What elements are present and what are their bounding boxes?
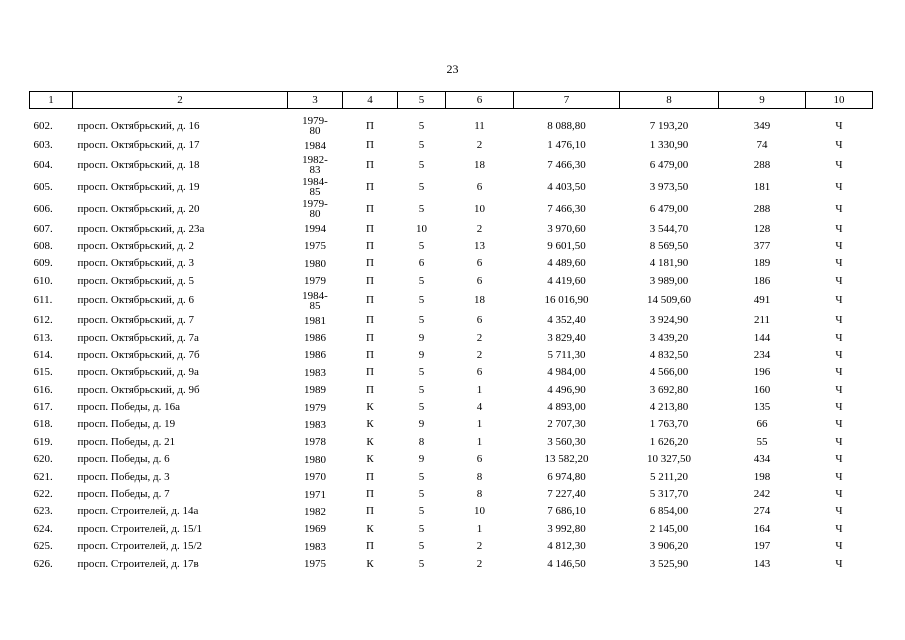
build-year-cell: 1983: [304, 366, 326, 379]
column-header-10: 10: [806, 92, 873, 109]
col-10-cell: Ч: [835, 557, 843, 570]
floors-cell: 5: [418, 314, 425, 327]
total-area-cell: 8 088,80: [547, 119, 586, 132]
living-area-cell: 4 213,80: [649, 401, 689, 414]
col-10-cell: Ч: [835, 470, 843, 483]
col-10-cell: Ч: [835, 418, 843, 431]
total-area-cell: 3 970,60: [547, 222, 586, 235]
build-year-cell: 1980: [304, 453, 326, 466]
col-10-cell: Ч: [835, 366, 843, 379]
table-row: [30, 555, 873, 572]
table-row: [30, 364, 873, 381]
col-9-cell: 135: [753, 401, 771, 414]
table-row: [30, 137, 873, 154]
total-area-cell: 4 403,50: [547, 180, 586, 193]
table-row: [30, 329, 873, 346]
col-9-cell: 74: [756, 139, 768, 152]
col-9-cell: 144: [753, 331, 771, 344]
living-area-cell: 3 989,00: [649, 274, 689, 287]
row-number-cell: 626.: [33, 557, 53, 570]
col-9-cell: 196: [753, 366, 771, 379]
table-row: [30, 312, 873, 329]
wall-material-cell: П: [366, 202, 374, 215]
address-cell: просп. Октябрьский, д. 7а: [77, 331, 199, 344]
col-9-cell: 349: [753, 119, 771, 132]
col-10-cell: Ч: [835, 257, 843, 270]
living-area-cell: 1 626,20: [649, 435, 689, 448]
table-row: [30, 486, 873, 503]
floors-cell: 5: [418, 505, 425, 518]
col-10-cell: Ч: [835, 139, 843, 152]
table-row: [30, 238, 873, 255]
col-10-cell: Ч: [835, 314, 843, 327]
total-area-cell: 7 466,30: [547, 202, 586, 215]
col-9-cell: 198: [753, 470, 771, 483]
living-area-cell: 2 145,00: [649, 522, 689, 535]
row-number-cell: 618.: [33, 418, 53, 431]
address-cell: просп. Победы, д. 21: [77, 435, 176, 448]
row-number-cell: 610.: [33, 274, 53, 287]
col-10-cell: Ч: [835, 383, 843, 396]
address-cell: просп. Октябрьский, д. 23а: [77, 222, 205, 235]
address-cell: просп. Октябрьский, д. 17: [77, 139, 200, 152]
col-9-cell: 234: [753, 348, 771, 361]
floors-cell: 5: [418, 522, 425, 535]
wall-material-cell: П: [366, 488, 374, 501]
total-area-cell: 4 893,00: [547, 401, 586, 414]
total-area-cell: 4 496,90: [547, 383, 586, 396]
row-number-cell: 603.: [33, 139, 53, 152]
table-row: [30, 503, 873, 520]
build-year-cell: 1984- 85: [302, 176, 328, 199]
col-9-cell: 55: [756, 435, 768, 448]
table-body: [30, 109, 873, 573]
col-6-cell: 2: [476, 139, 483, 152]
col-6-cell: 6: [476, 180, 483, 193]
wall-material-cell: П: [366, 257, 374, 270]
col-10-cell: Ч: [835, 202, 843, 215]
row-number-cell: 605.: [33, 180, 53, 193]
table-header: [30, 92, 873, 109]
living-area-cell: 14 509,60: [647, 294, 691, 307]
col-9-cell: 491: [753, 294, 771, 307]
col-6-cell: 18: [474, 158, 485, 171]
col-10-cell: Ч: [835, 294, 843, 307]
column-header-1: 1: [30, 92, 73, 109]
living-area-cell: 8 569,50: [649, 239, 689, 252]
build-year-cell: 1982: [304, 505, 326, 518]
wall-material-cell: П: [366, 158, 374, 171]
total-area-cell: 13 582,20: [544, 453, 589, 466]
wall-material-cell: К: [366, 522, 374, 535]
row-number-cell: 609.: [33, 257, 53, 270]
total-area-cell: 9 601,50: [547, 239, 586, 252]
total-area-cell: 5 711,30: [547, 348, 586, 361]
address-cell: просп. Октябрьский, д. 7: [77, 314, 195, 327]
total-area-cell: 4 146,50: [547, 557, 586, 570]
address-cell: просп. Победы, д. 3: [77, 470, 170, 483]
living-area-cell: 6 854,00: [649, 505, 689, 518]
col-6-cell: 2: [476, 348, 483, 361]
floors-cell: 5: [418, 274, 425, 287]
total-area-cell: 7 466,30: [547, 158, 586, 171]
col-6-cell: 2: [476, 222, 483, 235]
living-area-cell: 1 330,90: [649, 139, 689, 152]
row-number-cell: 617.: [33, 401, 53, 414]
wall-material-cell: П: [366, 274, 374, 287]
total-area-cell: 4 984,00: [547, 366, 586, 379]
living-area-cell: 4 832,50: [649, 348, 689, 361]
table-row: [30, 154, 873, 176]
address-cell: просп. Октябрьский, д. 2: [77, 239, 195, 252]
address-cell: просп. Победы, д. 6: [77, 453, 170, 466]
living-area-cell: 5 211,20: [649, 470, 689, 483]
column-header-6: 6: [446, 92, 514, 109]
col-6-cell: 2: [476, 331, 483, 344]
build-year-cell: 1970: [304, 471, 326, 484]
col-6-cell: 6: [476, 366, 483, 379]
col-6-cell: 10: [474, 505, 485, 518]
build-year-cell: 1971: [304, 488, 326, 501]
col-6-cell: 6: [476, 453, 483, 466]
wall-material-cell: К: [366, 453, 374, 466]
address-cell: просп. Октябрьский, д. 3: [77, 257, 195, 270]
col-10-cell: Ч: [835, 540, 843, 553]
floors-cell: 5: [418, 139, 425, 152]
col-6-cell: 1: [476, 383, 483, 396]
col-9-cell: 143: [753, 557, 771, 570]
floors-cell: 5: [418, 488, 425, 501]
build-year-cell: 1986: [304, 349, 326, 362]
col-9-cell: 377: [753, 239, 771, 252]
col-6-cell: 6: [476, 314, 483, 327]
table-row: [30, 521, 873, 538]
col-6-cell: 1: [476, 435, 483, 448]
living-area-cell: 6 479,00: [649, 158, 689, 171]
wall-material-cell: П: [366, 222, 374, 235]
col-6-cell: 10: [474, 202, 485, 215]
total-area-cell: 3 992,80: [547, 522, 586, 535]
floors-cell: 5: [418, 470, 425, 483]
wall-material-cell: П: [366, 348, 374, 361]
col-10-cell: Ч: [835, 222, 843, 235]
wall-material-cell: П: [366, 314, 374, 327]
page-number: 23: [446, 62, 459, 76]
row-number-cell: 604.: [33, 158, 53, 171]
col-6-cell: 8: [476, 488, 483, 501]
row-number-cell: 612.: [33, 314, 53, 327]
floors-cell: 5: [418, 239, 425, 252]
wall-material-cell: П: [366, 139, 374, 152]
floors-cell: 5: [418, 294, 425, 307]
wall-material-cell: П: [366, 294, 374, 307]
living-area-cell: 3 906,20: [649, 540, 689, 553]
column-header-8: 8: [620, 92, 719, 109]
row-number-cell: 625.: [33, 540, 53, 553]
wall-material-cell: П: [366, 331, 374, 344]
address-cell: просп. Октябрьский, д. 20: [77, 202, 200, 215]
table-row: [30, 416, 873, 433]
row-number-cell: 615.: [33, 366, 53, 379]
column-header-5: 5: [398, 92, 446, 109]
col-10-cell: Ч: [835, 453, 843, 466]
address-cell: просп. Октябрьский, д. 16: [77, 119, 200, 132]
living-area-cell: 6 479,00: [649, 202, 689, 215]
wall-material-cell: П: [366, 366, 374, 379]
floors-cell: 5: [418, 383, 425, 396]
build-year-cell: 1975: [304, 558, 326, 571]
address-cell: просп. Победы, д. 7: [77, 488, 170, 501]
build-year-cell: 1979- 80: [302, 198, 328, 221]
col-10-cell: Ч: [835, 435, 843, 448]
row-number-cell: 606.: [33, 202, 53, 215]
col-9-cell: 66: [756, 418, 768, 431]
wall-material-cell: П: [366, 239, 374, 252]
total-area-cell: 4 352,40: [547, 314, 586, 327]
address-cell: просп. Октябрьский, д. 19: [77, 180, 200, 193]
col-6-cell: 1: [476, 522, 483, 535]
col-9-cell: 181: [753, 180, 771, 193]
col-9-cell: 197: [753, 540, 771, 553]
table-row: [30, 538, 873, 555]
living-area-cell: 4 181,90: [649, 257, 689, 270]
col-9-cell: 288: [753, 202, 771, 215]
col-6-cell: 6: [476, 274, 483, 287]
build-year-cell: 1981: [304, 314, 326, 327]
col-9-cell: 164: [753, 522, 771, 535]
build-year-cell: 1975: [304, 240, 326, 253]
column-header-7: 7: [514, 92, 620, 109]
address-cell: просп. Октябрьский, д. 18: [77, 158, 200, 171]
wall-material-cell: К: [366, 401, 374, 414]
build-year-cell: 1983: [304, 418, 326, 431]
total-area-cell: 4 489,60: [547, 257, 586, 270]
col-9-cell: 128: [753, 222, 771, 235]
col-9-cell: 434: [753, 453, 771, 466]
row-number-cell: 623.: [33, 505, 53, 518]
floors-cell: 8: [418, 435, 425, 448]
address-cell: просп. Строителей, д. 15/1: [77, 522, 203, 535]
col-10-cell: Ч: [835, 274, 843, 287]
row-number-cell: 621.: [33, 470, 53, 483]
build-year-cell: 1979- 80: [302, 115, 328, 137]
wall-material-cell: П: [366, 540, 374, 553]
build-year-cell: 1969: [304, 523, 326, 536]
row-number-cell: 613.: [33, 331, 53, 344]
build-year-cell: 1984- 85: [302, 289, 328, 312]
total-area-cell: 7 227,40: [547, 488, 586, 501]
table-row: [30, 399, 873, 416]
floors-cell: 5: [418, 401, 425, 414]
floors-cell: 5: [418, 557, 425, 570]
table-row: [30, 255, 873, 272]
col-9-cell: 274: [753, 505, 771, 518]
table-row: [30, 434, 873, 451]
floors-cell: 9: [418, 331, 425, 344]
row-number-cell: 608.: [33, 239, 53, 252]
col-10-cell: Ч: [835, 488, 843, 501]
address-cell: просп. Октябрьский, д. 9а: [77, 366, 199, 379]
total-area-cell: 3 829,40: [547, 331, 586, 344]
wall-material-cell: П: [366, 180, 374, 193]
table-row: [30, 290, 873, 312]
col-6-cell: 6: [476, 257, 483, 270]
col-6-cell: 2: [476, 557, 483, 570]
col-9-cell: 242: [753, 488, 771, 501]
table-row: [30, 468, 873, 485]
row-number-cell: 616.: [33, 383, 53, 396]
wall-material-cell: П: [366, 119, 374, 132]
total-area-cell: 4 419,60: [547, 274, 586, 287]
floors-cell: 9: [418, 418, 425, 431]
housing-register-table: [29, 91, 873, 573]
build-year-cell: 1986: [304, 332, 326, 345]
living-area-cell: 3 439,20: [649, 331, 689, 344]
col-10-cell: Ч: [835, 158, 843, 171]
build-year-cell: 1994: [304, 223, 326, 236]
table-row: [30, 176, 873, 198]
row-number-cell: 624.: [33, 522, 53, 535]
wall-material-cell: П: [366, 383, 374, 396]
col-9-cell: 211: [753, 314, 771, 327]
floors-cell: 5: [418, 366, 425, 379]
floors-cell: 5: [418, 540, 425, 553]
floors-cell: 5: [418, 119, 425, 132]
table-row: [30, 451, 873, 468]
table-row: [30, 198, 873, 220]
col-10-cell: Ч: [835, 401, 843, 414]
col-9-cell: 189: [753, 257, 771, 270]
col-6-cell: 8: [476, 470, 483, 483]
header-row: [30, 92, 873, 109]
wall-material-cell: К: [366, 557, 374, 570]
row-number-cell: 622.: [33, 488, 53, 501]
col-10-cell: Ч: [835, 348, 843, 361]
column-header-2: 2: [73, 92, 288, 109]
address-cell: просп. Строителей, д. 15/2: [77, 540, 203, 553]
floors-cell: 9: [418, 453, 425, 466]
address-cell: просп. Октябрьский, д. 9б: [77, 383, 200, 396]
row-number-cell: 602.: [33, 119, 53, 132]
table-row: [30, 273, 873, 290]
row-number-cell: 614.: [33, 348, 53, 361]
build-year-cell: 1989: [304, 384, 326, 397]
total-area-cell: 3 560,30: [547, 435, 586, 448]
living-area-cell: 7 193,20: [649, 119, 689, 132]
living-area-cell: 10 327,50: [647, 453, 691, 466]
row-number-cell: 619.: [33, 435, 53, 448]
address-cell: просп. Победы, д. 16а: [77, 401, 181, 414]
floors-cell: 9: [418, 348, 425, 361]
wall-material-cell: П: [366, 505, 374, 518]
col-6-cell: 1: [476, 418, 483, 431]
wall-material-cell: П: [366, 470, 374, 483]
floors-cell: 5: [418, 180, 425, 193]
col-6-cell: 13: [474, 239, 485, 252]
address-cell: просп. Октябрьский, д. 5: [77, 274, 195, 287]
table-row: [30, 347, 873, 364]
col-6-cell: 18: [474, 294, 485, 307]
row-number-cell: 611.: [33, 294, 53, 307]
living-area-cell: 5 317,70: [649, 488, 689, 501]
col-6-cell: 11: [474, 119, 485, 132]
address-cell: просп. Победы, д. 19: [77, 418, 176, 431]
col-6-cell: 2: [476, 540, 483, 553]
build-year-cell: 1983: [304, 540, 326, 553]
living-area-cell: 4 566,00: [649, 366, 689, 379]
col-9-cell: 288: [753, 158, 771, 171]
col-9-cell: 186: [753, 274, 771, 287]
col-10-cell: Ч: [835, 119, 843, 132]
column-header-4: 4: [343, 92, 398, 109]
total-area-cell: 4 812,30: [547, 540, 586, 553]
living-area-cell: 1 763,70: [649, 418, 689, 431]
living-area-cell: 3 544,70: [649, 222, 689, 235]
col-6-cell: 4: [476, 401, 483, 414]
build-year-cell: 1980: [304, 257, 326, 270]
col-10-cell: Ч: [835, 331, 843, 344]
address-cell: просп. Строителей, д. 17в: [77, 557, 199, 570]
living-area-cell: 3 692,80: [649, 383, 689, 396]
table-row: [30, 220, 873, 237]
floors-cell: 10: [416, 222, 427, 235]
col-9-cell: 160: [753, 383, 771, 396]
column-header-3: 3: [288, 92, 343, 109]
build-year-cell: 1984: [304, 139, 326, 152]
col-10-cell: Ч: [835, 239, 843, 252]
floors-cell: 5: [418, 202, 425, 215]
total-area-cell: 2 707,30: [547, 418, 586, 431]
table-row: [30, 109, 873, 138]
address-cell: просп. Строителей, д. 14а: [77, 505, 199, 518]
living-area-cell: 3 973,50: [649, 180, 689, 193]
col-10-cell: Ч: [835, 505, 843, 518]
total-area-cell: 6 974,80: [547, 470, 586, 483]
build-year-cell: 1979: [304, 401, 326, 414]
address-cell: просп. Октябрьский, д. 7б: [77, 348, 200, 361]
floors-cell: 6: [418, 257, 425, 270]
wall-material-cell: К: [366, 435, 374, 448]
build-year-cell: 1979: [304, 275, 326, 288]
total-area-cell: 1 476,10: [547, 139, 586, 152]
address-cell: просп. Октябрьский, д. 6: [77, 294, 195, 307]
build-year-cell: 1982- 83: [302, 154, 328, 177]
total-area-cell: 7 686,10: [547, 505, 586, 518]
row-number-cell: 607.: [33, 222, 53, 235]
col-10-cell: Ч: [835, 522, 843, 535]
living-area-cell: 3 924,90: [649, 314, 689, 327]
wall-material-cell: К: [366, 418, 374, 431]
row-number-cell: 620.: [33, 453, 53, 466]
col-10-cell: Ч: [835, 180, 843, 193]
living-area-cell: 3 525,90: [649, 557, 689, 570]
column-header-9: 9: [719, 92, 806, 109]
table-row: [30, 382, 873, 399]
total-area-cell: 16 016,90: [544, 294, 589, 307]
floors-cell: 5: [418, 158, 425, 171]
build-year-cell: 1978: [304, 436, 326, 449]
